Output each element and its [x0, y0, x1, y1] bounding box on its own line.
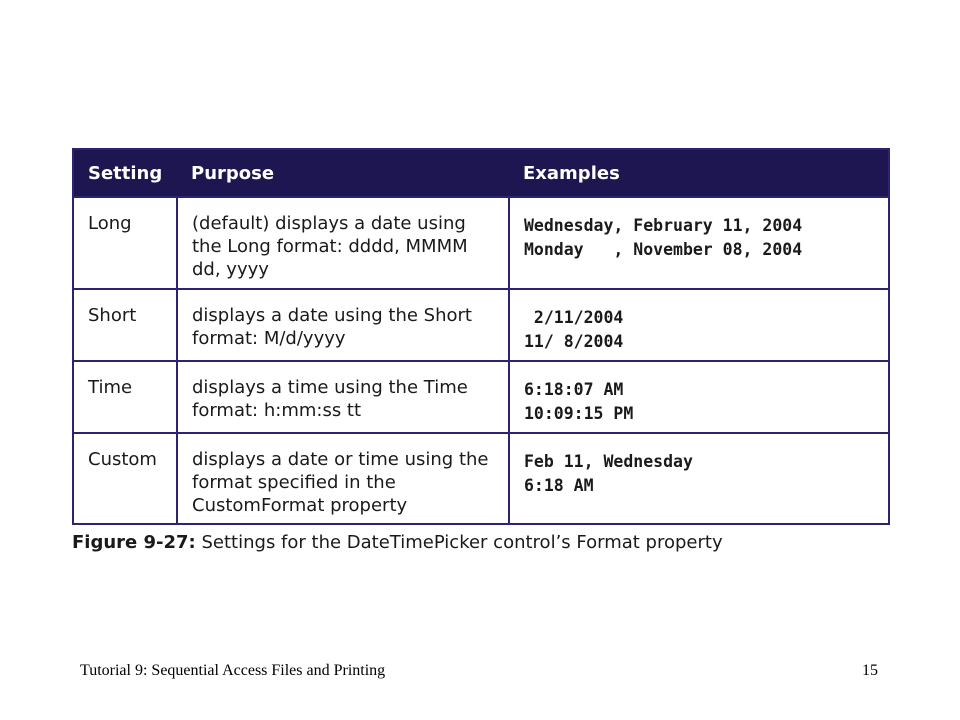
- example-line: 10:09:15 PM: [524, 404, 634, 423]
- format-settings-table: [72, 148, 890, 525]
- table-row-time: [73, 361, 889, 433]
- column-header-examples: Examples: [523, 162, 620, 184]
- setting-cell: Short: [73, 289, 177, 361]
- examples-cell: [509, 289, 889, 361]
- examples-cell: [509, 197, 889, 289]
- table-row-short: [73, 289, 889, 361]
- example-line: 2/11/2004: [524, 308, 624, 327]
- table-header-row: [73, 149, 889, 197]
- example-line: 11/ 8/2004: [524, 332, 624, 351]
- table-header: [73, 149, 889, 197]
- example-line: Feb 11, Wednesday: [524, 452, 693, 471]
- purpose-cell: (default) displays a date using the Long format: dddd, MMMM dd, yyyy: [177, 197, 509, 289]
- purpose-cell: displays a date or time using the format specified in the CustomFormat property: [177, 433, 509, 524]
- page-number: 15: [862, 662, 878, 679]
- example-line: Wednesday, February 11, 2004: [524, 216, 803, 235]
- examples-cell: [509, 361, 889, 433]
- setting-cell: Long: [73, 197, 177, 289]
- purpose-cell: displays a date using the Short format: M/d/yyyy: [177, 289, 509, 361]
- column-header-setting: Setting: [88, 162, 163, 184]
- figure-caption: [72, 532, 723, 553]
- example-line: Monday , November 08, 2004: [524, 240, 803, 259]
- figure-caption-text: Settings for the DateTimePicker control’s Format property: [195, 532, 723, 553]
- column-header-purpose: Purpose: [191, 162, 275, 184]
- example-line: 6:18 AM: [524, 476, 594, 495]
- footer-title: Tutorial 9: Sequential Access Files and Printing: [80, 662, 386, 679]
- table-row-custom: [73, 433, 889, 524]
- table-row-long: [73, 197, 889, 289]
- setting-cell: Custom: [73, 433, 177, 524]
- figure-label: Figure 9-27:: [72, 532, 196, 553]
- setting-cell: Time: [73, 361, 177, 433]
- examples-cell: [509, 433, 889, 524]
- purpose-cell: displays a time using the Time format: h:mm:ss tt: [177, 361, 509, 433]
- example-line: 6:18:07 AM: [524, 380, 624, 399]
